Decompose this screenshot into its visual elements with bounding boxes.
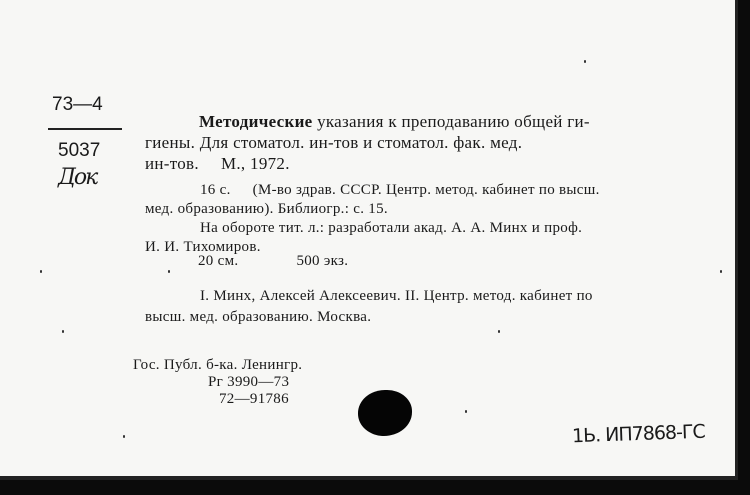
speck xyxy=(498,330,500,333)
card-number: 72—91786 xyxy=(219,391,289,407)
title-line xyxy=(199,112,590,132)
shelf-mark-divider xyxy=(48,128,122,130)
speck xyxy=(123,435,125,438)
imprint-audience: ин-тов. xyxy=(145,154,199,173)
ink-blot xyxy=(358,390,412,436)
card-edge-shadow xyxy=(0,480,750,495)
imprint-place-year: М., 1972. xyxy=(220,154,290,173)
card-edge-shadow xyxy=(738,0,750,495)
shelf-mark-bottom: 5037 xyxy=(58,140,101,161)
series-note: (М-во здрав. СССР. Центр. метод. кабинет по высш. xyxy=(252,182,600,198)
speck xyxy=(465,410,467,413)
imprint-line xyxy=(145,154,290,174)
library-name: Гос. Публ. б-ка. Ленингр. xyxy=(133,357,303,373)
speck xyxy=(168,270,170,273)
registration-number: Рг 3990—73 xyxy=(208,374,290,390)
speck xyxy=(720,270,722,273)
tracing-line: I. Минх, Алексей Алексеевич. II. Центр. метод. кабинет по xyxy=(200,288,593,304)
speck xyxy=(40,270,42,273)
shelf-mark-top: 73—4 xyxy=(52,94,103,115)
print-run: 500 экз. xyxy=(296,253,349,269)
speck xyxy=(62,330,64,333)
pages: 16 с. xyxy=(200,182,231,198)
tracing-line-2: высш. мед. образованию. Москва. xyxy=(145,309,372,325)
title-rest: указания к преподаванию общей ги- xyxy=(312,112,590,131)
authors-note-cont: И. И. Тихомиров. xyxy=(145,239,261,255)
format-line xyxy=(198,251,348,271)
size: 20 см. xyxy=(198,253,239,269)
title-line-2: гиены. Для стоматол. ин-тов и стоматол. фак. мед. xyxy=(145,133,523,152)
speck xyxy=(584,60,586,63)
title-bold: Методические xyxy=(199,112,313,131)
handwritten-note: 1Ь. ИП7868-ГС xyxy=(571,420,706,448)
handwritten-mark: Док xyxy=(58,165,97,190)
authors-note: На обороте тит. л.: разработали акад. А. А. Минх и проф. xyxy=(200,220,583,236)
series-note-cont: мед. образованию). Библиогр.: с. 15. xyxy=(145,201,388,217)
collation-line xyxy=(200,180,600,200)
